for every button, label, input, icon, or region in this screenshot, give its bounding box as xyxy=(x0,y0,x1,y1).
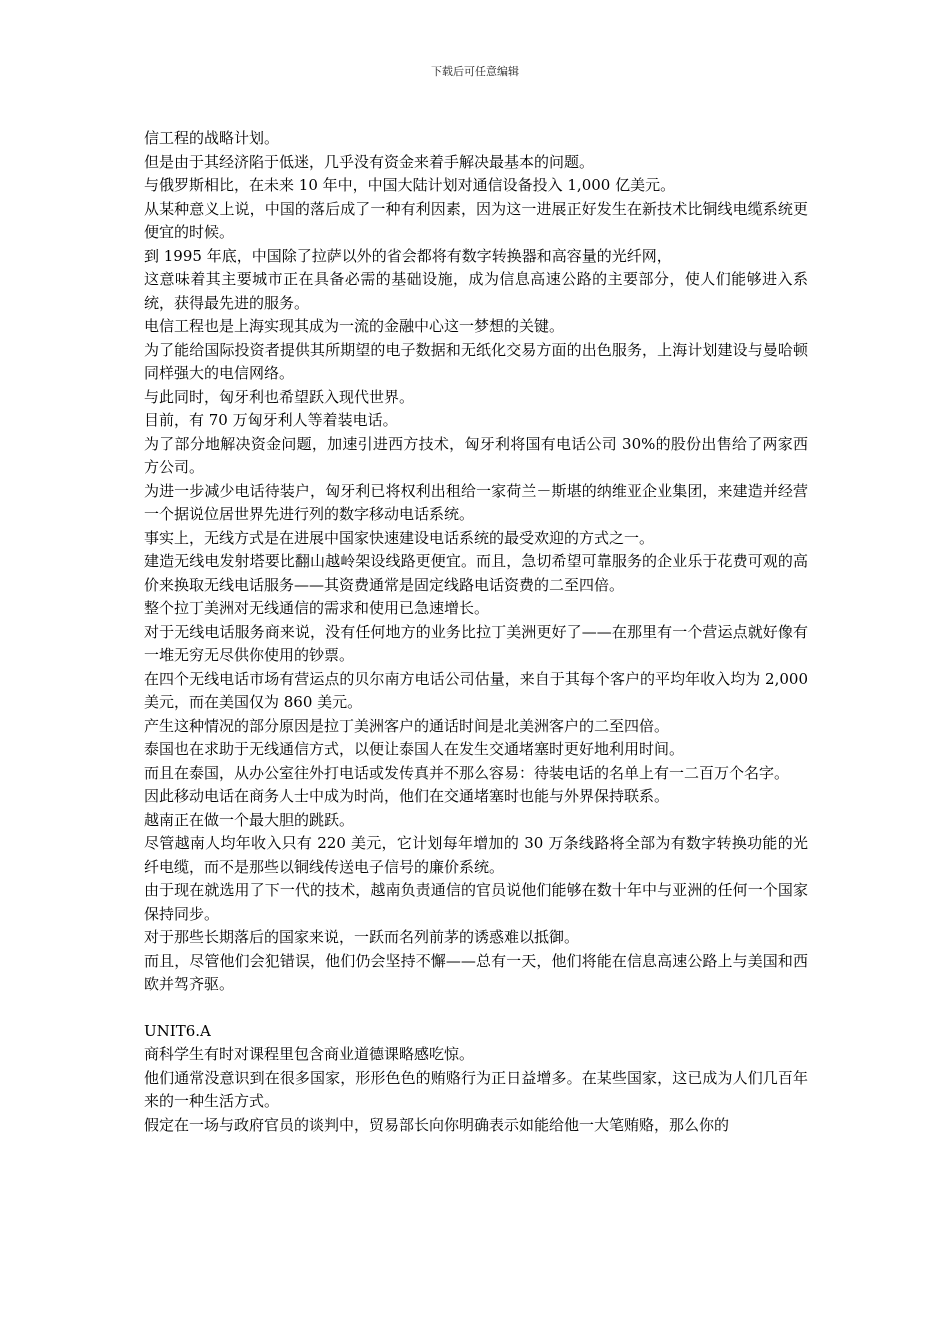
paragraph: 事实上，无线方式是在进展中国家快速建设电话系统的最受欢迎的方式之一。 xyxy=(144,528,655,547)
paragraph: 对于无线电话服务商来说，没有任何地方的业务比拉丁美洲更好了——在那里有一个营运点就好像有一堆无穷无尽供你使用的钞票。 xyxy=(144,622,808,664)
document-body xyxy=(144,127,808,1137)
paragraph: 这意味着其主要城市正在具备必需的基础设施，成为信息高速公路的主要部分，使人们能够进入系统，获得最先进的服务。 xyxy=(144,270,808,312)
paragraph: 尽管越南人均年收入只有 220 美元，它计划每年增加的 30 万条线路将全部为有数字转换功能的光纤电缆，而不是那些以铜线传送电子信号的廉价系统。 xyxy=(144,834,808,876)
paragraph: 假定在一场与政府官员的谈判中，贸易部长向你明确表示如能给他一大笔贿赂，那么你的 xyxy=(144,1115,730,1134)
paragraph: 与此同时，匈牙利也希望跃入现代世界。 xyxy=(144,387,415,406)
paragraph: 而且在泰国，从办公室往外打电话或发传真并不那么容易：待装电话的名单上有一二百万个名字。 xyxy=(144,763,790,782)
paragraph: 建造无线电发射塔要比翻山越岭架设线路更便宜。而且，急切希望可靠服务的企业乐于花费可观的高价来换取无线电话服务——其资费通常是固定线路电话资费的二至四倍。 xyxy=(144,552,808,594)
paragraph: 他们通常没意识到在很多国家，形形色色的贿赂行为正日益增多。在某些国家，这已成为人们几百年来的一种生活方式。 xyxy=(144,1068,808,1110)
paragraph: 目前，有 70 万匈牙利人等着装电话。 xyxy=(144,411,398,429)
paragraph: 整个拉丁美洲对无线通信的需求和使用已急速增长。 xyxy=(144,599,490,617)
section-title: UNIT6.A xyxy=(144,1021,211,1040)
paragraph: 泰国也在求助于无线通信方式，以便让泰国人在发生交通堵塞时更好地利用时间。 xyxy=(144,740,685,758)
paragraph: 电信工程也是上海实现其成为一流的金融中心这一梦想的关键。 xyxy=(144,317,565,335)
page-header: 下载后可任意编辑 xyxy=(431,65,519,78)
paragraph: 信工程的战略计划。 xyxy=(144,129,280,147)
paragraph: 从某种意义上说，中国的落后成了一种有利因素，因为这一进展正好发生在新技术比铜线电缆系统更便宜的时候。 xyxy=(144,199,808,241)
paragraph: 但是由于其经济陷于低迷，几乎没有资金来着手解决最基本的问题。 xyxy=(144,152,595,171)
paragraph: 为进一步减少电话待装户，匈牙利已将权利出租给一家荷兰－斯堪的纳维亚企业集团，来建造并经营一个据说位居世界先进行列的数字移动电话系统。 xyxy=(144,481,808,523)
paragraph: 由于现在就选用了下一代的技术，越南负责通信的官员说他们能够在数十年中与亚洲的任何一个国家保持同步。 xyxy=(144,881,808,923)
paragraph: 越南正在做一个最大胆的跳跃。 xyxy=(144,810,355,829)
paragraph: 因此移动电话在商务人士中成为时尚，他们在交通堵塞时也能与外界保持联系。 xyxy=(144,787,670,805)
paragraph: 与俄罗斯相比，在未来 10 年中，中国大陆计划对通信设备投入 1,000 亿美元。 xyxy=(144,176,676,194)
paragraph: 产生这种情况的部分原因是拉丁美洲客户的通话时间是北美洲客户的二至四倍。 xyxy=(144,716,670,735)
paragraph: 为了部分地解决资金问题，加速引进西方技术，匈牙利将国有电话公司 30%的股份出售给了两家西方公司。 xyxy=(144,434,808,476)
section-gap xyxy=(144,997,808,1020)
paragraph: 到 1995 年底，中国除了拉萨以外的省会都将有数字转换器和高容量的光纤网， xyxy=(144,246,672,265)
paragraph: 为了能给国际投资者提供其所期望的电子数据和无纸化交易方面的出色服务，上海计划建设与曼哈顿同样强大的电信网络。 xyxy=(144,340,808,382)
paragraph: 对于那些长期落后的国家来说，一跃而名列前茅的诱惑难以抵御。 xyxy=(144,928,580,946)
paragraph: 而且，尽管他们会犯错误，他们仍会坚持不懈——总有一天，他们将能在信息高速公路上与美国和西欧并驾齐驱。 xyxy=(144,951,808,993)
paragraph: 商科学生有时对课程里包含商业道德课略感吃惊。 xyxy=(144,1045,475,1063)
paragraph: 在四个无线电话市场有营运点的贝尔南方电话公司估量，来自于其每个客户的平均年收入均为 2,000 美元，而在美国仅为 860 美元。 xyxy=(144,669,808,711)
